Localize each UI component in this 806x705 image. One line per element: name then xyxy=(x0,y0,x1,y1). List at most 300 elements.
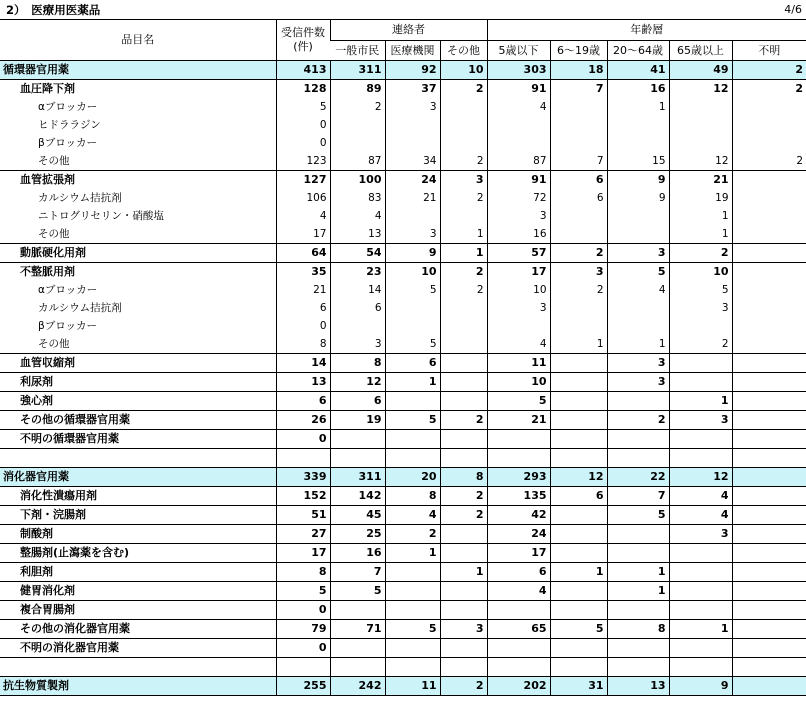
value-cell: 8 xyxy=(276,335,330,354)
value-cell: 12 xyxy=(330,373,385,392)
value-cell: 5 xyxy=(607,506,669,525)
table-row xyxy=(0,225,806,244)
value-cell: 89 xyxy=(330,80,385,99)
value-cell xyxy=(669,449,732,468)
value-cell: 5 xyxy=(385,281,440,299)
value-cell xyxy=(607,658,669,677)
value-cell: 6 xyxy=(330,299,385,317)
value-cell: 1 xyxy=(385,373,440,392)
sub-column-header: 6～19歳 xyxy=(550,41,607,61)
value-cell: 5 xyxy=(487,392,550,411)
value-cell: 7 xyxy=(550,80,607,99)
value-cell: 2 xyxy=(607,411,669,430)
value-cell: 0 xyxy=(276,134,330,152)
value-cell xyxy=(669,134,732,152)
value-cell: 5 xyxy=(276,98,330,116)
value-cell: 21 xyxy=(276,281,330,299)
value-cell: 0 xyxy=(276,317,330,335)
value-cell: 26 xyxy=(276,411,330,430)
value-cell: 5 xyxy=(330,582,385,601)
table-body xyxy=(0,61,806,696)
value-cell xyxy=(669,601,732,620)
column-header-age: 年齢層 xyxy=(487,20,806,41)
value-cell: 35 xyxy=(276,263,330,282)
value-cell xyxy=(732,658,806,677)
value-cell xyxy=(385,601,440,620)
table-row xyxy=(0,152,806,171)
value-cell: 51 xyxy=(276,506,330,525)
item-name-cell: 血管収縮剤 xyxy=(0,354,276,373)
value-cell xyxy=(385,299,440,317)
value-cell: 4 xyxy=(487,98,550,116)
value-cell: 2 xyxy=(440,80,487,99)
value-cell: 311 xyxy=(330,61,385,80)
value-cell: 2 xyxy=(440,411,487,430)
value-cell: 1 xyxy=(669,620,732,639)
value-cell: 3 xyxy=(330,335,385,354)
item-name-cell: 消化器官用薬 xyxy=(0,468,276,487)
column-header-name: 品目名 xyxy=(0,20,276,61)
table-row xyxy=(0,207,806,225)
value-cell xyxy=(550,317,607,335)
value-cell: 3 xyxy=(487,207,550,225)
value-cell: 2 xyxy=(669,244,732,263)
item-name-cell: 動脈硬化用剤 xyxy=(0,244,276,263)
value-cell: 1 xyxy=(607,563,669,582)
value-cell xyxy=(607,225,669,244)
table-row xyxy=(0,281,806,299)
table-row xyxy=(0,639,806,658)
value-cell: 303 xyxy=(487,61,550,80)
value-cell xyxy=(487,430,550,449)
value-cell: 7 xyxy=(550,152,607,171)
item-name-cell: 消化性潰瘍用剤 xyxy=(0,487,276,506)
value-cell xyxy=(669,639,732,658)
value-cell: 12 xyxy=(669,80,732,99)
value-cell xyxy=(440,299,487,317)
value-cell: 24 xyxy=(487,525,550,544)
value-cell: 106 xyxy=(276,189,330,207)
value-cell xyxy=(487,134,550,152)
item-name-cell: 制酸剤 xyxy=(0,525,276,544)
value-cell xyxy=(732,116,806,134)
value-cell xyxy=(732,430,806,449)
value-cell: 41 xyxy=(607,61,669,80)
value-cell: 6 xyxy=(550,189,607,207)
value-cell xyxy=(385,430,440,449)
item-name-cell: 血管拡張剤 xyxy=(20,173,75,186)
value-cell: 4 xyxy=(669,487,732,506)
item-name-cell: ヒドララジン xyxy=(38,119,101,131)
value-cell xyxy=(669,563,732,582)
value-cell xyxy=(440,207,487,225)
value-cell xyxy=(607,430,669,449)
value-cell: 16 xyxy=(330,544,385,563)
table-row xyxy=(0,525,806,544)
value-cell xyxy=(669,98,732,116)
value-cell xyxy=(732,317,806,335)
value-cell: 202 xyxy=(487,677,550,696)
table-row xyxy=(0,487,806,506)
value-cell: 4 xyxy=(276,207,330,225)
value-cell xyxy=(276,449,330,468)
value-cell xyxy=(669,317,732,335)
value-cell: 5 xyxy=(550,620,607,639)
sub-column-header: 5歳以下 xyxy=(487,41,550,61)
item-name-cell: 血圧降下剤 xyxy=(0,80,276,99)
value-cell: 1 xyxy=(440,563,487,582)
value-cell: 45 xyxy=(330,506,385,525)
table-row xyxy=(0,80,806,99)
column-header-count xyxy=(276,20,330,61)
value-cell xyxy=(732,244,806,263)
value-cell xyxy=(550,582,607,601)
value-cell xyxy=(732,299,806,317)
value-cell xyxy=(440,134,487,152)
value-cell xyxy=(440,116,487,134)
value-cell xyxy=(732,189,806,207)
value-cell xyxy=(550,411,607,430)
value-cell: 18 xyxy=(550,61,607,80)
value-cell: 4 xyxy=(669,506,732,525)
item-name-cell: 健胃消化剤 xyxy=(0,582,276,601)
value-cell xyxy=(385,449,440,468)
value-cell: 14 xyxy=(276,354,330,373)
value-cell: 65 xyxy=(487,620,550,639)
value-cell xyxy=(330,601,385,620)
value-cell: 8 xyxy=(385,487,440,506)
value-cell: 1 xyxy=(440,244,487,263)
sub-column-header: 65歳以上 xyxy=(669,41,732,61)
item-name-cell: カルシウム拮抗剤 xyxy=(38,192,122,204)
value-cell: 1 xyxy=(550,335,607,354)
value-cell: 2 xyxy=(440,281,487,299)
value-cell: 83 xyxy=(330,189,385,207)
value-cell xyxy=(732,134,806,152)
sub-column-header: 不明 xyxy=(732,41,806,61)
value-cell xyxy=(330,449,385,468)
value-cell: 34 xyxy=(385,152,440,171)
value-cell xyxy=(550,134,607,152)
value-cell xyxy=(607,601,669,620)
value-cell: 1 xyxy=(607,582,669,601)
value-cell xyxy=(440,392,487,411)
value-cell: 0 xyxy=(276,601,330,620)
value-cell xyxy=(550,98,607,116)
value-cell xyxy=(385,116,440,134)
item-name-cell: 下剤・浣腸剤 xyxy=(0,506,276,525)
section-title: 2） 医療用医薬品 xyxy=(6,3,101,17)
item-name-cell: その他 xyxy=(0,225,276,244)
value-cell xyxy=(385,658,440,677)
value-cell: 3 xyxy=(607,354,669,373)
item-name-cell xyxy=(0,658,276,677)
value-cell xyxy=(487,601,550,620)
value-cell xyxy=(440,449,487,468)
value-cell xyxy=(550,601,607,620)
value-cell xyxy=(732,171,806,190)
value-cell xyxy=(330,116,385,134)
value-cell: 22 xyxy=(607,468,669,487)
value-cell: 71 xyxy=(330,620,385,639)
value-cell: 24 xyxy=(385,171,440,190)
value-cell: 79 xyxy=(276,620,330,639)
value-cell xyxy=(550,225,607,244)
value-cell: 31 xyxy=(550,677,607,696)
value-cell: 8 xyxy=(276,563,330,582)
value-cell: 0 xyxy=(276,430,330,449)
value-cell: 19 xyxy=(669,189,732,207)
value-cell: 5 xyxy=(276,582,330,601)
value-cell: 20 xyxy=(385,468,440,487)
value-cell: 293 xyxy=(487,468,550,487)
value-cell: 4 xyxy=(385,506,440,525)
table-row xyxy=(0,263,806,282)
value-cell: 2 xyxy=(732,61,806,80)
item-name-cell: 不整脈用剤 xyxy=(20,265,75,278)
value-cell xyxy=(550,506,607,525)
value-cell: 13 xyxy=(276,373,330,392)
value-cell xyxy=(550,525,607,544)
value-cell: 5 xyxy=(385,411,440,430)
value-cell: 127 xyxy=(276,171,330,190)
value-cell xyxy=(607,525,669,544)
value-cell: 87 xyxy=(487,152,550,171)
value-cell: 123 xyxy=(276,152,330,171)
page-number: 4/6 xyxy=(784,3,802,16)
value-cell: 0 xyxy=(276,639,330,658)
value-cell xyxy=(330,639,385,658)
value-cell: 2 xyxy=(440,506,487,525)
value-cell xyxy=(440,98,487,116)
value-cell: 13 xyxy=(330,225,385,244)
table-row xyxy=(0,582,806,601)
value-cell xyxy=(440,639,487,658)
count-header-label: 受信件数 (件) xyxy=(281,26,325,53)
value-cell xyxy=(732,639,806,658)
value-cell xyxy=(607,544,669,563)
value-cell: 100 xyxy=(330,171,385,190)
value-cell xyxy=(732,544,806,563)
value-cell xyxy=(732,411,806,430)
value-cell: 142 xyxy=(330,487,385,506)
value-cell: 135 xyxy=(487,487,550,506)
value-cell: 9 xyxy=(607,171,669,190)
value-cell xyxy=(440,601,487,620)
value-cell xyxy=(732,263,806,282)
value-cell: 10 xyxy=(440,61,487,80)
value-cell: 7 xyxy=(607,487,669,506)
value-cell: 1 xyxy=(607,98,669,116)
value-cell xyxy=(669,373,732,392)
value-cell: 2 xyxy=(550,281,607,299)
value-cell: 5 xyxy=(385,620,440,639)
value-cell: 2 xyxy=(440,152,487,171)
value-cell xyxy=(550,544,607,563)
table-row xyxy=(0,134,806,152)
value-cell xyxy=(550,658,607,677)
spacer-row xyxy=(0,449,806,468)
value-cell xyxy=(732,373,806,392)
value-cell xyxy=(732,677,806,696)
value-cell xyxy=(669,430,732,449)
value-cell xyxy=(487,116,550,134)
value-cell: 6 xyxy=(276,392,330,411)
item-name-cell: 整腸剤(止瀉薬を含む) xyxy=(0,544,276,563)
value-cell: 2 xyxy=(440,189,487,207)
value-cell: 4 xyxy=(487,335,550,354)
value-cell: 339 xyxy=(276,468,330,487)
value-cell: 23 xyxy=(330,263,385,282)
value-cell xyxy=(732,449,806,468)
value-cell xyxy=(440,430,487,449)
table-row xyxy=(0,116,806,134)
value-cell xyxy=(732,487,806,506)
value-cell: 8 xyxy=(330,354,385,373)
value-cell: 12 xyxy=(669,152,732,171)
value-cell: 1 xyxy=(385,544,440,563)
value-cell xyxy=(732,207,806,225)
table-row xyxy=(0,61,806,80)
value-cell: 2 xyxy=(330,98,385,116)
value-cell: 4 xyxy=(487,582,550,601)
value-cell: 1 xyxy=(607,335,669,354)
item-name-cell: βブロッカー xyxy=(38,137,97,149)
value-cell xyxy=(385,582,440,601)
value-cell xyxy=(487,639,550,658)
item-name-cell: 利胆剤 xyxy=(0,563,276,582)
value-cell: 8 xyxy=(607,620,669,639)
value-cell xyxy=(440,525,487,544)
value-cell xyxy=(669,116,732,134)
value-cell: 49 xyxy=(669,61,732,80)
value-cell xyxy=(330,658,385,677)
sub-column-header: その他 xyxy=(440,41,487,61)
value-cell: 17 xyxy=(487,263,550,282)
value-cell: 3 xyxy=(550,263,607,282)
value-cell: 10 xyxy=(385,263,440,282)
value-cell: 4 xyxy=(330,207,385,225)
value-cell: 2 xyxy=(550,244,607,263)
value-cell: 3 xyxy=(487,299,550,317)
value-cell: 311 xyxy=(330,468,385,487)
sub-column-header: 20～64歳 xyxy=(607,41,669,61)
item-name-cell: 抗生物質製剤 xyxy=(0,677,276,696)
value-cell xyxy=(607,639,669,658)
table-row xyxy=(0,392,806,411)
value-cell xyxy=(276,658,330,677)
table-row xyxy=(0,98,806,116)
value-cell: 6 xyxy=(550,487,607,506)
value-cell: 17 xyxy=(276,225,330,244)
value-cell: 5 xyxy=(669,281,732,299)
value-cell: 9 xyxy=(385,244,440,263)
value-cell: 9 xyxy=(669,677,732,696)
table-row xyxy=(0,354,806,373)
value-cell: 25 xyxy=(330,525,385,544)
value-cell xyxy=(732,281,806,299)
value-cell: 3 xyxy=(607,244,669,263)
value-cell xyxy=(732,563,806,582)
value-cell: 14 xyxy=(330,281,385,299)
value-cell: 21 xyxy=(487,411,550,430)
value-cell xyxy=(669,582,732,601)
value-cell xyxy=(732,582,806,601)
value-cell xyxy=(732,525,806,544)
value-cell: 11 xyxy=(385,677,440,696)
value-cell: 8 xyxy=(440,468,487,487)
report-header xyxy=(0,0,806,19)
value-cell xyxy=(732,620,806,639)
value-cell xyxy=(385,317,440,335)
value-cell xyxy=(550,392,607,411)
item-name-cell: その他 xyxy=(0,335,276,354)
item-name-cell: カルシウム拮抗剤 xyxy=(38,302,122,314)
table-row xyxy=(0,317,806,335)
value-cell: 4 xyxy=(607,281,669,299)
table-row xyxy=(0,189,806,207)
value-cell: 42 xyxy=(487,506,550,525)
value-cell: 27 xyxy=(276,525,330,544)
value-cell xyxy=(607,207,669,225)
value-cell xyxy=(385,563,440,582)
value-cell: 19 xyxy=(330,411,385,430)
value-cell: 3 xyxy=(440,620,487,639)
item-name-cell: ニトログリセリン・硝酸塩 xyxy=(38,210,164,222)
value-cell xyxy=(732,354,806,373)
value-cell: 3 xyxy=(440,171,487,190)
value-cell xyxy=(330,134,385,152)
value-cell: 54 xyxy=(330,244,385,263)
value-cell xyxy=(440,544,487,563)
value-cell xyxy=(550,373,607,392)
value-cell: 7 xyxy=(330,563,385,582)
table-row xyxy=(0,544,806,563)
value-cell xyxy=(732,225,806,244)
value-cell: 57 xyxy=(487,244,550,263)
item-name-cell xyxy=(0,449,276,468)
value-cell: 6 xyxy=(385,354,440,373)
value-cell: 10 xyxy=(669,263,732,282)
value-cell xyxy=(732,601,806,620)
value-cell: 5 xyxy=(607,263,669,282)
value-cell: 9 xyxy=(607,189,669,207)
value-cell: 3 xyxy=(385,98,440,116)
value-cell: 6 xyxy=(487,563,550,582)
value-cell xyxy=(732,98,806,116)
item-name-cell: 強心剤 xyxy=(0,392,276,411)
value-cell: 3 xyxy=(607,373,669,392)
value-cell: 3 xyxy=(669,525,732,544)
value-cell: 6 xyxy=(276,299,330,317)
value-cell: 21 xyxy=(385,189,440,207)
value-cell: 1 xyxy=(440,225,487,244)
item-name-cell: その他 xyxy=(0,152,276,171)
value-cell: 21 xyxy=(669,171,732,190)
value-cell xyxy=(440,373,487,392)
value-cell xyxy=(440,658,487,677)
value-cell xyxy=(487,317,550,335)
sub-column-header: 医療機関 xyxy=(385,41,440,61)
value-cell xyxy=(385,207,440,225)
value-cell xyxy=(385,134,440,152)
value-cell: 16 xyxy=(607,80,669,99)
value-cell: 2 xyxy=(732,80,806,99)
item-name-cell: 不明の消化器官用薬 xyxy=(20,641,119,654)
item-name-cell: 利尿剤 xyxy=(0,373,276,392)
value-cell: 255 xyxy=(276,677,330,696)
value-cell: 242 xyxy=(330,677,385,696)
